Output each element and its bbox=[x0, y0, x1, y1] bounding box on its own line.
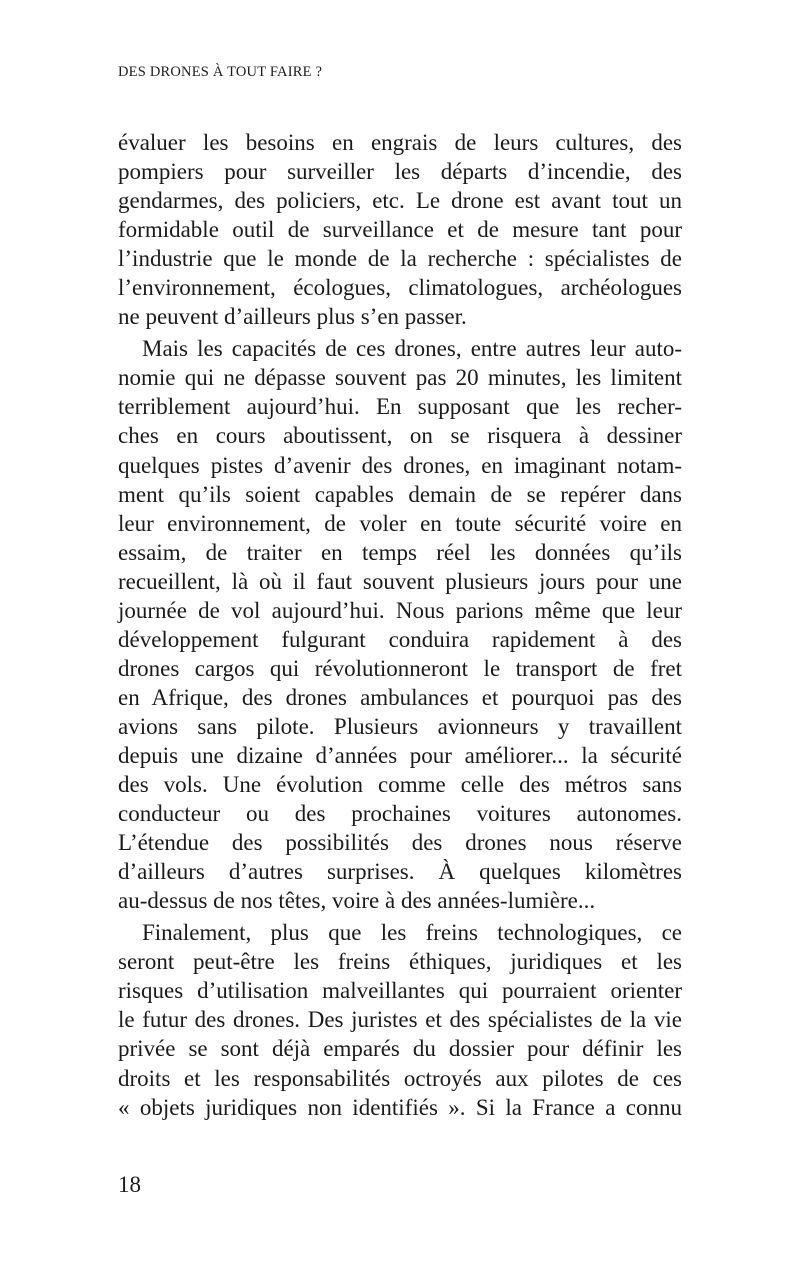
text-line: terriblement aujourd’hui. En supposant que les recher- bbox=[118, 394, 682, 420]
page-number: 18 bbox=[118, 1172, 141, 1197]
text-line: leur environnement, de voler en toute sécurité voire en bbox=[118, 510, 682, 536]
text-line: « objets juridiques non identifiés ». Si la France a connu bbox=[118, 1094, 682, 1120]
text-line: pompiers pour surveiller les départs d’incendie, des bbox=[118, 159, 682, 185]
text-line: L’étendue des possibilités des drones nous réserve bbox=[118, 830, 682, 856]
text-line: recueillent, là où il faut souvent plusieurs jours pour une bbox=[118, 568, 682, 594]
running-head: DES DRONES À TOUT FAIRE ? bbox=[118, 64, 323, 80]
text-line: des vols. Une évolution comme celle des métros sans bbox=[118, 772, 682, 798]
text-line: Mais les capacités de ces drones, entre autres leur auto- bbox=[142, 336, 682, 362]
text-line: avions sans pilote. Plusieurs avionneurs y travaillent bbox=[118, 713, 682, 739]
text-line: développement fulgurant conduira rapidement à des bbox=[118, 626, 682, 652]
text-line: drones cargos qui révolutionneront le transport de fret bbox=[118, 655, 682, 681]
text-line: évaluer les besoins en engrais de leurs cultures, des bbox=[118, 130, 682, 155]
text-line: ne peuvent d’ailleurs plus s’en passer. bbox=[118, 304, 467, 330]
text-line: le futur des drones. Des juristes et des spécialistes de la vie bbox=[118, 1007, 682, 1033]
text-line: conducteur ou des prochaines voitures autonomes. bbox=[118, 801, 682, 827]
text-line: quelques pistes d’avenir des drones, en imaginant notam- bbox=[118, 452, 682, 478]
paragraph-1 bbox=[118, 128, 682, 331]
text-line: formidable outil de surveillance et de mesure tant pour bbox=[118, 217, 682, 243]
text-line: essaim, de traiter en temps réel les données qu’ils bbox=[118, 539, 682, 565]
text-line: risques d’utilisation malveillantes qui pourraient orienter bbox=[118, 978, 682, 1004]
text-line: ment qu’ils soient capables demain de se repérer dans bbox=[118, 481, 682, 507]
text-line: au-dessus de nos têtes, voire à des années-lumière... bbox=[118, 888, 596, 914]
text-line: en Afrique, des drones ambulances et pourquoi pas des bbox=[118, 684, 682, 710]
text-line: gendarmes, des policiers, etc. Le drone est avant tout un bbox=[118, 188, 682, 214]
text-line: privée se sont déjà emparés du dossier pour définir les bbox=[118, 1036, 682, 1062]
text-line: l’industrie que le monde de la recherche : spécialistes de bbox=[118, 246, 682, 272]
body-text bbox=[118, 128, 682, 1122]
text-line: journée de vol aujourd’hui. Nous parions même que leur bbox=[118, 597, 682, 623]
text-line: seront peut-être les freins éthiques, juridiques et les bbox=[118, 949, 682, 975]
text-line: Finalement, plus que les freins technologiques, ce bbox=[142, 920, 682, 946]
paragraph-3 bbox=[118, 918, 682, 1121]
text-line: ches en cours aboutissent, on se risquera à dessiner bbox=[118, 423, 682, 449]
paragraph-2 bbox=[118, 334, 682, 915]
text-line: nomie qui ne dépasse souvent pas 20 minutes, les limitent bbox=[118, 365, 682, 391]
text-line: d’ailleurs d’autres surprises. À quelques kilomètres bbox=[118, 859, 682, 885]
text-line: depuis une dizaine d’années pour améliorer... la sécurité bbox=[118, 742, 682, 768]
text-line: droits et les responsabilités octroyés aux pilotes de ces bbox=[118, 1065, 682, 1091]
text-line: l’environnement, écologues, climatologues, archéologues bbox=[118, 275, 682, 301]
